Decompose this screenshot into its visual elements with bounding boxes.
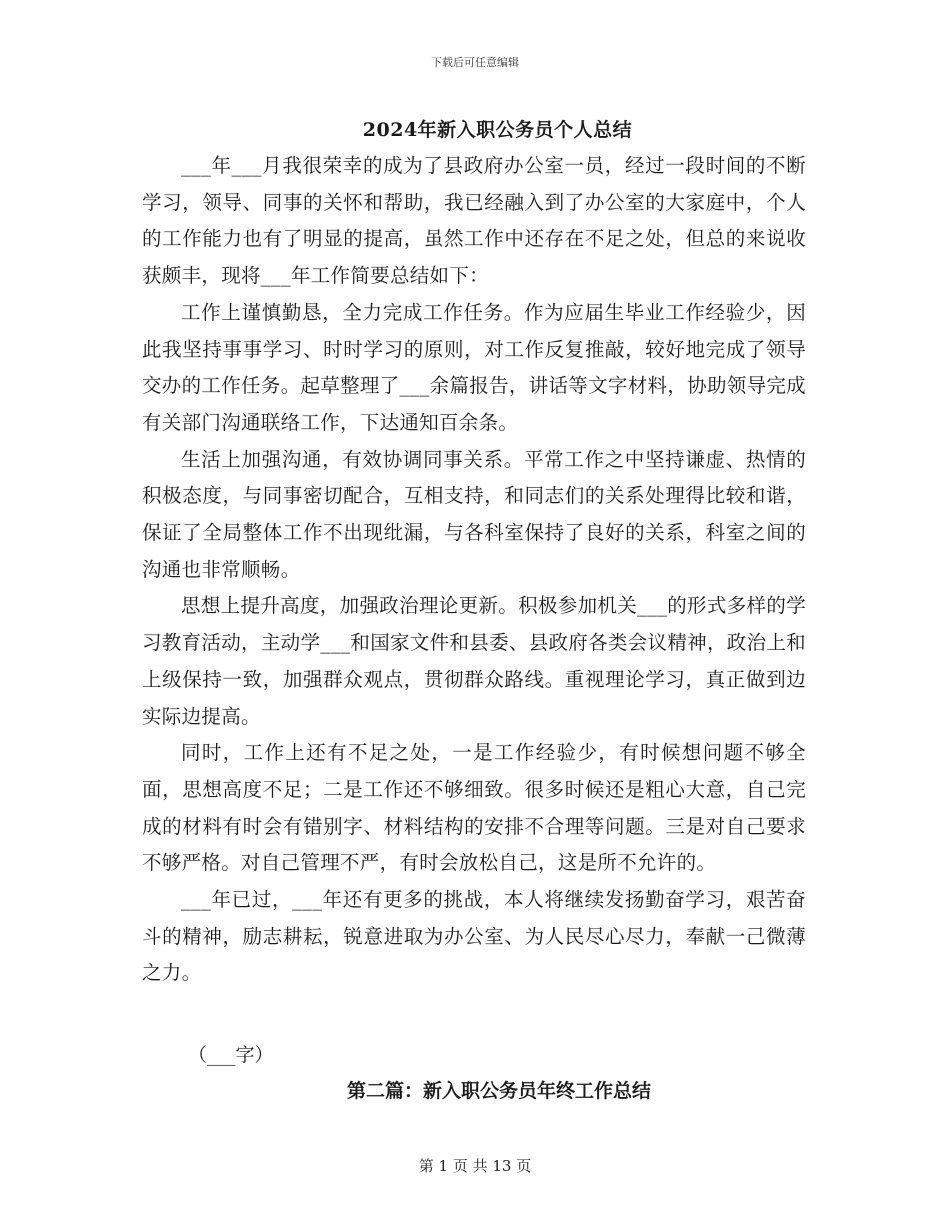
paragraph: 同时，工作上还有不足之处，一是工作经验少，有时候想问题不够全面，思想高度不足；二是工作还不够细致。很多时候还是粗心大意，自己完成的材料有时会有错别字、材料结构的安排不合理等问题。三是对自己要求不够严格。对自己管理不严，有时会放松自己，这是所不允许的。: [142, 741, 806, 875]
paragraph: ___年已过，___年还有更多的挑战，本人将继续发扬勤奋学习，艰苦奋斗的精神，励志耕耘，锐意进取为办公室、为人民尽心尽力，奉献一己微薄之力。: [142, 888, 806, 985]
section-title: 第二篇：新入职公务员年终工作总结: [346, 1080, 651, 1102]
document-body: [142, 148, 806, 992]
paragraph: 生活上加强沟通，有效协调同事关系。平常工作之中坚持谦虚、热情的积极态度，与同事密切配合，互相支持，和同志们的关系处理得比较和谐，保证了全局整体工作不出现纰漏，与各科室保持了良好的关系，科室之间的沟通也非常顺畅。: [142, 447, 806, 581]
paragraph: 工作上谨慎勤恳，全力完成工作任务。作为应届生毕业工作经验少，因此我坚持事事学习、时时学习的原则，对工作反复推敲，较好地完成了领导交办的工作任务。起草整理了___余篇报告，讲话等文字材料，协助领导完成有关部门沟通联络工作，下达通知百余条。: [142, 300, 806, 434]
document-title: 2024年新入职公务员个人总结: [362, 119, 633, 141]
paragraph: ___年___月我很荣幸的成为了县政府办公室一员，经过一段时间的不断学习，领导、同事的关怀和帮助，我已经融入到了办公室的大家庭中，个人的工作能力也有了明显的提高，虽然工作中还存在不足之处，但总的来说收获颇丰，现将___年工作简要总结如下：: [142, 154, 806, 288]
page-number: 第 1 页 共 13 页: [418, 1157, 532, 1175]
paragraph: 思想上提升高度，加强政治理论更新。积极参加机关___的形式多样的学习教育活动，主动学___和国家文件和县委、县政府各类会议精神，政治上和上级保持一致，加强群众观点，贯彻群众路线。重视理论学习，真正做到边实际边提高。: [142, 594, 806, 728]
word-count: （___字）: [188, 1044, 274, 1066]
page-header-note: 下载后可任意编辑: [431, 56, 519, 69]
